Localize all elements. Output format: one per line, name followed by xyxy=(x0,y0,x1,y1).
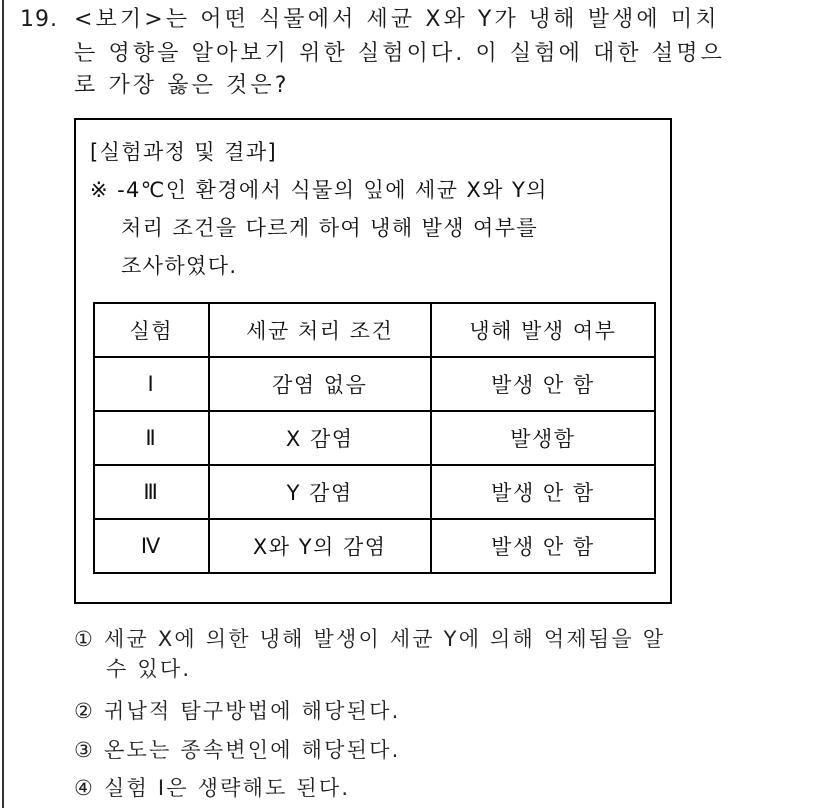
cell-experiment: Ⅲ xyxy=(94,465,209,519)
table-row xyxy=(94,519,655,573)
choice-text-2: 귀납적 탐구방법에 해당된다. xyxy=(104,699,401,723)
experiment-heading: [실험과정 및 결과] xyxy=(90,140,278,164)
question-number: 19. xyxy=(20,7,58,32)
cell-treatment: 감염 없음 xyxy=(209,357,431,411)
question-line-3: 로 가장 옳은 것은? xyxy=(74,73,290,98)
cell-experiment: Ⅱ xyxy=(94,411,209,465)
question-line-2: 는 영향을 알아보기 위한 실험이다. 이 실험에 대한 설명으 xyxy=(74,41,725,66)
experiment-description-line-3: 조사하였다. xyxy=(121,254,238,278)
choice-marker-1: ① xyxy=(74,627,93,651)
choice-text-4: 실험 Ⅰ은 생략해도 된다. xyxy=(104,776,351,800)
choice-3[interactable] xyxy=(74,736,400,764)
cell-experiment: Ⅰ xyxy=(94,357,209,411)
table-header-row xyxy=(94,303,655,357)
header-treatment: 세균 처리 조건 xyxy=(209,303,431,357)
choice-1[interactable] xyxy=(74,625,665,653)
table-row xyxy=(94,411,655,465)
choice-marker-3: ③ xyxy=(74,738,93,762)
choice-text-1: 세균 X에 의한 냉해 발생이 세균 Y에 의해 억제됨을 알 xyxy=(104,627,666,651)
header-cold-damage: 냉해 발생 여부 xyxy=(431,303,655,357)
choice-text-3: 온도는 종속변인에 해당된다. xyxy=(104,738,401,762)
cell-treatment: Y 감염 xyxy=(209,465,431,519)
header-experiment: 실험 xyxy=(94,303,209,357)
choice-1-continuation: 수 있다. xyxy=(106,657,192,681)
table-row xyxy=(94,357,655,411)
cell-cold-damage: 발생 안 함 xyxy=(431,519,655,573)
cell-cold-damage: 발생함 xyxy=(431,411,655,465)
choice-marker-2: ② xyxy=(74,699,93,723)
results-table xyxy=(93,302,656,574)
cell-cold-damage: 발생 안 함 xyxy=(431,357,655,411)
choice-marker-4: ④ xyxy=(74,776,93,800)
page-left-border xyxy=(2,0,4,808)
cell-treatment: X와 Y의 감염 xyxy=(209,519,431,573)
choice-4[interactable] xyxy=(74,774,350,802)
experiment-description-line-2: 처리 조건을 다르게 하여 냉해 발생 여부를 xyxy=(121,216,539,240)
experiment-description-line-1: ※ -4℃인 환경에서 식물의 잎에 세균 X와 Y의 xyxy=(90,178,548,202)
cell-treatment: X 감염 xyxy=(209,411,431,465)
cell-cold-damage: 발생 안 함 xyxy=(431,465,655,519)
table-row xyxy=(94,465,655,519)
choice-2[interactable] xyxy=(74,697,400,725)
cell-experiment: Ⅳ xyxy=(94,519,209,573)
question-line-1: <보기>는 어떤 식물에서 세균 X와 Y가 냉해 발생에 미치 xyxy=(74,7,720,32)
